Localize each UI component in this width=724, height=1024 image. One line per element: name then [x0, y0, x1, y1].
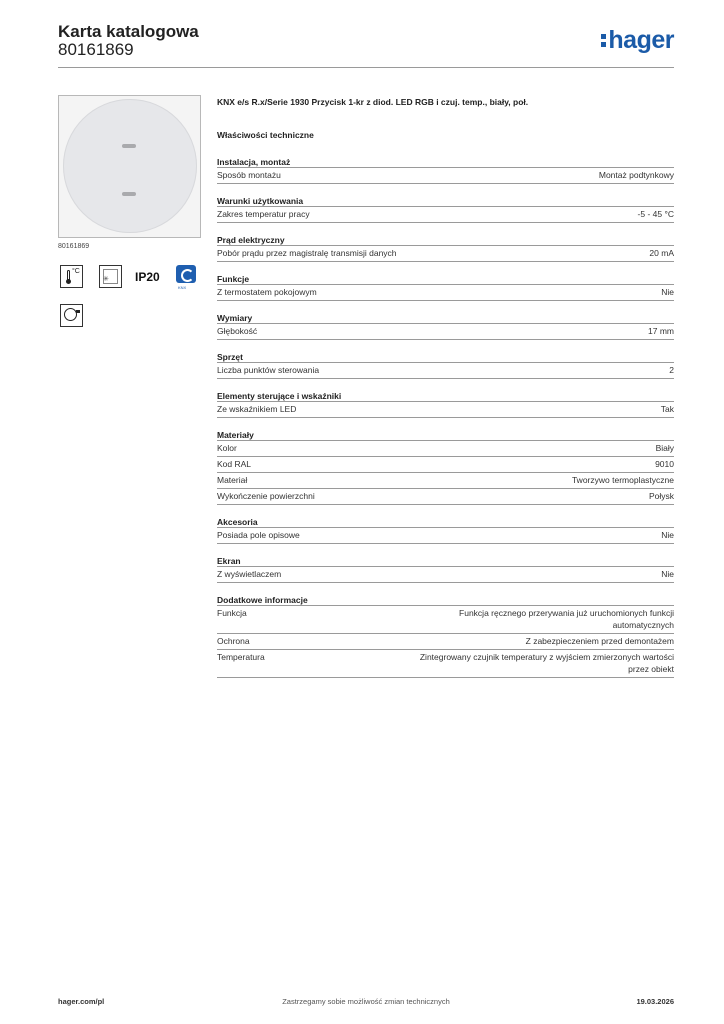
sensor-icon	[99, 265, 122, 288]
document-number: 80161869	[58, 40, 134, 59]
spec-value: 2	[669, 365, 674, 375]
spec-section-title: Warunki użytkowania	[217, 195, 674, 207]
degree-symbol: °C	[72, 268, 80, 275]
spec-row	[217, 650, 674, 678]
spec-section-title: Akcesoria	[217, 516, 674, 528]
spec-value: Nie	[661, 569, 674, 579]
spec-value: Biały	[655, 443, 674, 453]
spec-label: Temperatura	[217, 652, 265, 662]
spec-value: -5 - 45 °C	[637, 209, 674, 219]
spec-section-title: Sprzęt	[217, 351, 674, 363]
spec-row	[217, 168, 674, 184]
spec-value: Nie	[661, 287, 674, 297]
logo-dots-icon	[601, 31, 606, 48]
footer-notice: Zastrzegamy sobie możliwość zmian technicznych	[282, 997, 450, 1006]
spec-value: 9010	[655, 459, 674, 469]
section-gap	[217, 379, 674, 390]
footer-website: hager.com/pl	[58, 997, 105, 1006]
spec-label: Kolor	[217, 443, 237, 453]
spec-value: Montaż podtynkowy	[598, 170, 674, 180]
spec-row	[217, 634, 674, 650]
spec-value: Funkcja ręcznego przerywania już uruchomionych funkcji automatycznych	[459, 608, 674, 630]
spec-label: Liczba punktów sterowania	[217, 365, 320, 375]
spec-label: Z wyświetlaczem	[217, 569, 282, 579]
spec-section-title: Materiały	[217, 429, 674, 441]
header-divider	[58, 67, 674, 68]
spec-value: Połysk	[648, 491, 674, 501]
spec-row	[217, 567, 674, 583]
spec-label: Głębokość	[217, 326, 258, 336]
spec-row	[217, 246, 674, 262]
product-image	[58, 95, 201, 238]
spec-label: Materiał	[217, 475, 248, 485]
sensor-symbol: ✳	[103, 276, 109, 283]
product-description: KNX e/s R.x/Serie 1930 Przycisk 1-kr z diod. LED RGB i czuj. temp., biały, poł.	[217, 97, 529, 107]
page-header	[58, 20, 674, 66]
spec-row	[217, 528, 674, 544]
spec-row	[217, 324, 674, 340]
spec-label: Ochrona	[217, 636, 250, 646]
push-button-disc	[63, 99, 197, 233]
spec-label: Wykończenie powierzchni	[217, 491, 315, 501]
section-gap	[217, 583, 674, 594]
spec-label: Posiada pole opisowe	[217, 530, 300, 540]
spec-section-title: Elementy sterujące i wskaźniki	[217, 390, 674, 402]
knx-logo-icon	[175, 265, 197, 291]
spec-row	[217, 606, 674, 634]
spec-label: Ze wskaźnikiem LED	[217, 404, 297, 414]
document-title: Karta katalogowa	[58, 22, 199, 41]
spec-row	[217, 363, 674, 379]
spec-row	[217, 489, 674, 505]
spec-section-title: Ekran	[217, 555, 674, 567]
led-indicator-top	[122, 144, 136, 148]
knx-label: KNX	[178, 285, 187, 290]
spec-row	[217, 457, 674, 473]
spec-row	[217, 473, 674, 489]
spec-value: 20 mA	[649, 248, 674, 258]
round-frame-icon	[60, 304, 83, 327]
thermometer-bulb	[67, 270, 70, 281]
footer-date: 19.03.2026	[636, 997, 674, 1006]
specification-list	[217, 156, 674, 678]
round-frame-tick	[76, 310, 80, 313]
spec-row	[217, 285, 674, 301]
section-gap	[217, 544, 674, 555]
spec-value: Zintegrowany czujnik temperatury z wyjściem zmierzonych wartości przez obiekt	[419, 652, 674, 674]
technical-properties-heading: Właściwości techniczne	[217, 130, 314, 140]
spec-section-title: Prąd elektryczny	[217, 234, 674, 246]
spec-value: Tak	[660, 404, 674, 414]
spec-label: Z termostatem pokojowym	[217, 287, 317, 297]
spec-value: Tworzywo termoplastyczne	[571, 475, 674, 485]
ip-rating-badge: IP20	[135, 270, 160, 284]
spec-label: Zakres temperatur pracy	[217, 209, 310, 219]
spec-section-title: Dodatkowe informacje	[217, 594, 674, 606]
spec-section-title: Instalacja, montaż	[217, 156, 674, 168]
spec-section-title: Funkcje	[217, 273, 674, 285]
spec-row	[217, 402, 674, 418]
spec-row	[217, 207, 674, 223]
hager-logo	[601, 26, 674, 55]
led-indicator-bottom	[122, 192, 136, 196]
section-gap	[217, 301, 674, 312]
spec-label: Funkcja	[217, 608, 247, 618]
section-gap	[217, 340, 674, 351]
section-gap	[217, 418, 674, 429]
thermometer-icon	[60, 265, 83, 288]
spec-section-title: Wymiary	[217, 312, 674, 324]
spec-row	[217, 441, 674, 457]
spec-value: Z zabezpieczeniem przed demontażem	[525, 636, 674, 646]
section-gap	[217, 184, 674, 195]
image-caption: 80161869	[58, 243, 90, 250]
spec-label: Sposób montażu	[217, 170, 281, 180]
section-gap	[217, 223, 674, 234]
spec-label: Kod RAL	[217, 459, 252, 469]
knx-box	[176, 265, 196, 283]
section-gap	[217, 262, 674, 273]
page-footer	[58, 997, 674, 1011]
spec-value: 17 mm	[648, 326, 674, 336]
section-gap	[217, 505, 674, 516]
spec-value: Nie	[661, 530, 674, 540]
logo-text: hager	[608, 26, 674, 54]
spec-label: Pobór prądu przez magistralę transmisji danych	[217, 248, 397, 258]
